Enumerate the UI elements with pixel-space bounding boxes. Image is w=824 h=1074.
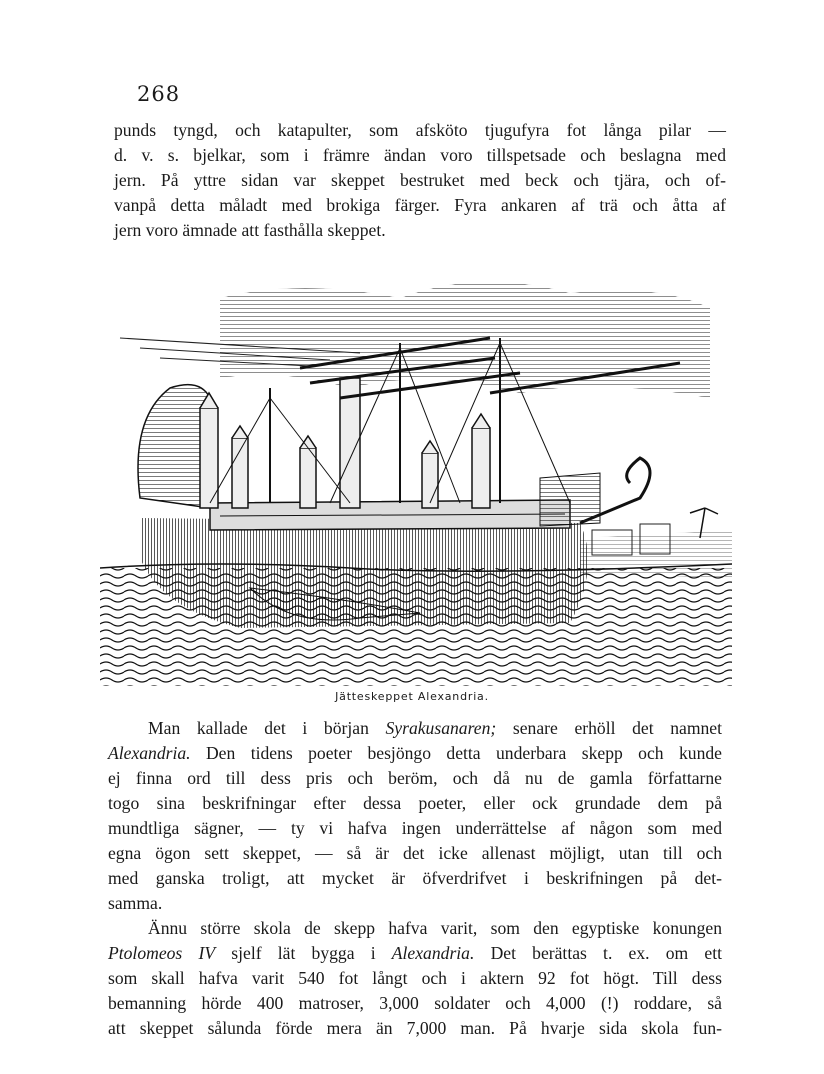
- page-number: 268: [137, 82, 181, 106]
- text-line: Alexandria. Den tidens poeter besjöngo detta underbara skepp och kunde: [108, 743, 722, 763]
- shore-town: [580, 508, 732, 578]
- paragraph-2: [108, 716, 722, 916]
- text-line: Ptolomeos IV sjelf lät bygga i Alexandria. Det berättas t. ex. om ett: [108, 943, 722, 963]
- text-line: vanpå detta måladt med brokiga färger. Fyra ankaren af trä och åtta af: [114, 195, 726, 215]
- text-line: samma.: [108, 893, 163, 913]
- text-line: togo sina beskrifningar efter dessa poeter, eller ock grundade dem på: [108, 793, 722, 813]
- text-line: Man kallade det i början Syrakusanaren; senare erhöll det namnet: [148, 718, 723, 738]
- paragraph-3: [108, 916, 722, 1041]
- text-line: Ännu större skola de skepp hafva varit, som den egyptiske konungen: [148, 918, 722, 938]
- text-line: med ganska troligt, att mycket är öfverdrifvet i beskrifningen på det-: [108, 868, 722, 888]
- text-line: att skeppet sålunda förde mera än 7,000 man. På hvarje sida skola fun-: [108, 1018, 722, 1038]
- text-line: jern. På yttre sidan var skeppet bestruket med beck och tjära, och of-: [114, 170, 726, 190]
- sky-clouds: [120, 282, 710, 398]
- text-line: ej finna ord till dess pris och beröm, och då nu de gamla författarne: [108, 768, 722, 788]
- figure-caption: Jätteskeppet Alexandria.: [335, 690, 489, 703]
- text-line: egna ögon sett skeppet, — så är det icke allenast möjligt, utan till och: [108, 843, 722, 863]
- text-line: punds tyngd, och katapulter, som afsköto tjugufyra fot långa pilar —: [114, 120, 726, 140]
- paragraph-1: [114, 118, 726, 243]
- text-line: d. v. s. bjelkar, som i främre ändan voro tillspetsade och beslagna med: [114, 145, 726, 165]
- text-line: bemanning hörde 400 matroser, 3,000 soldater och 4,000 (!) roddare, så: [108, 993, 722, 1013]
- text-line: mundtliga sägner, — ty vi hafva ingen underrättelse af någon som med: [108, 818, 722, 838]
- text-line: jern voro ämnade att fasthålla skeppet.: [114, 220, 386, 240]
- text-line: som skall hafva varit 540 fot långt och i aktern 92 fot högt. Till dess: [108, 968, 722, 988]
- ship-illustration: [100, 268, 732, 686]
